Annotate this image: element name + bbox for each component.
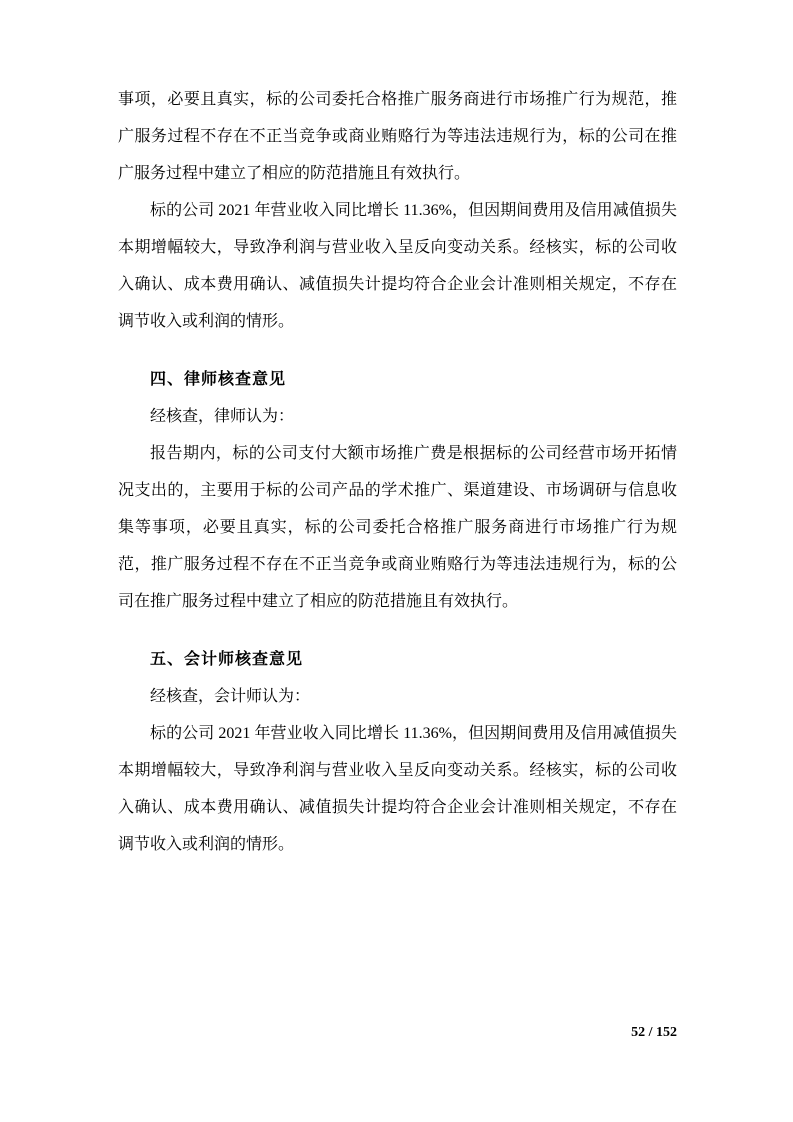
accountant-opinion-intro: 经核查，会计师认为： xyxy=(150,688,311,705)
section-heading-lawyer-opinion: 四、律师核查意见 xyxy=(150,371,287,388)
body-paragraph-continuation: 事项，必要且真实，标的公司委托合格推广服务商进行市场推广行为规范，推广服务过程不存在不正当竞争或商业贿赂行为等违法违规行为，标的公司在推广服务过程中建立了相应的防范措施且有效执行。 xyxy=(118,91,677,182)
body-paragraph-revenue: 标的公司 2021 年营业收入同比增长 11.36%，但因期间费用及信用减值损失本期增幅较大，导致净利润与营业收入呈反向变动关系。经核实，标的公司收入确认、成本费用确认、减值损失计提均符合企业会计准则相关规定，不存在调节收入或利润的情形。 xyxy=(118,202,677,330)
page-number: 52 / 152 xyxy=(631,1025,677,1040)
accountant-opinion-body: 标的公司 2021 年营业收入同比增长 11.36%，但因期间费用及信用减值损失本期增幅较大，导致净利润与营业收入呈反向变动关系。经核实，标的公司收入确认、成本费用确认、减值损失计提均符合企业会计准则相关规定，不存在调节收入或利润的情形。 xyxy=(118,725,677,853)
lawyer-opinion-intro: 经核查，律师认为： xyxy=(150,408,295,425)
section-heading-accountant-opinion: 五、会计师核查意见 xyxy=(150,651,304,668)
page-content xyxy=(118,81,677,863)
lawyer-opinion-body: 报告期内，标的公司支付大额市场推广费是根据标的公司经营市场开拓情况支出的，主要用于标的公司产品的学术推广、渠道建设、市场调研与信息收集等事项，必要且真实，标的公司委托合格推广服务商进行市场推广行为规范，推广服务过程不存在不正当竞争或商业贿赂行为等违法违规行为，标的公司在推广服务过程中建立了相应的防范措施且有效执行。 xyxy=(118,445,677,610)
